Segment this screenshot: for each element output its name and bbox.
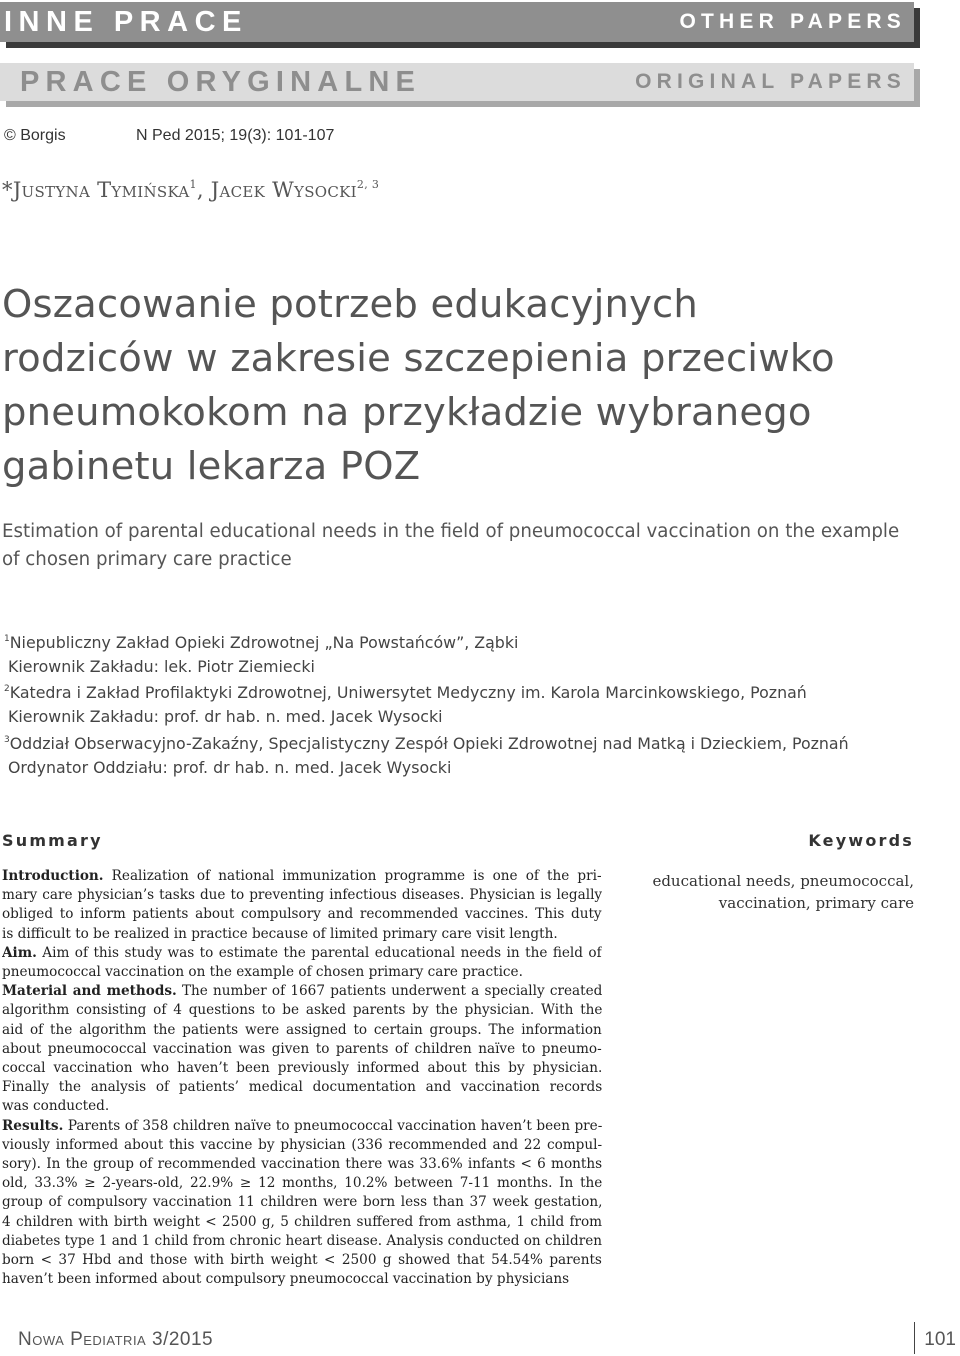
abstract-line xyxy=(2,1232,602,1251)
abstract-line xyxy=(2,1174,602,1193)
abstract-line xyxy=(2,1213,602,1232)
section-label-en: OTHER PAPERS xyxy=(679,10,906,33)
publication-meta xyxy=(4,127,335,145)
abstract-line xyxy=(2,905,602,924)
abstract-text: group of compulsory vaccination 11 children were born less than 37 week gestation, xyxy=(2,1194,602,1211)
abstract-text: Realization of national immunization programme is one of the pri- xyxy=(103,868,602,884)
abstract-text: coccal vaccination who haven’t been previously informed about this by physician. xyxy=(2,1060,602,1077)
section-label-pl: INNE PRACE xyxy=(4,5,248,38)
english-title-line: Estimation of parental educational needs in the field of pneumococcal vaccination on the example xyxy=(2,521,900,542)
abstract-text: aid of the algorithm the patients were assigned to certain groups. The information xyxy=(2,1021,602,1038)
title-line: gabinetu lekarza POZ xyxy=(2,444,421,489)
footer-divider xyxy=(914,1322,915,1354)
abstract-text: Parents of 358 children naïve to pneumococcal vaccination haven’t been pre- xyxy=(63,1117,602,1134)
affiliation-row xyxy=(4,628,849,655)
abstract-text: algorithm consisting of 4 questions to be asked parents by the physician. With the xyxy=(2,1002,602,1019)
affiliation-text: Kierownik Zakładu: prof. dr hab. n. med. Jacek Wysocki xyxy=(8,707,443,727)
abstract-line xyxy=(2,963,602,982)
english-title-line: of chosen primary care practice xyxy=(2,549,292,570)
abstract-line xyxy=(2,1001,602,1020)
abstract-text: old, 33.3% ≥ 2-years-old, 22.9% ≥ 12 months, 10.2% between 7-11 months. In the xyxy=(2,1175,602,1192)
abstract-text: pneumococcal vaccination on the example of chosen primary care practice. xyxy=(2,964,523,981)
affiliation-row xyxy=(4,655,849,679)
keywords-list xyxy=(614,870,914,914)
abstract-text: Finally the analysis of patients’ medical documentation and vaccination records xyxy=(2,1079,602,1096)
abstract-text: born < 37 Hbd and those with birth weight < 2500 g showed that 54.54% parents xyxy=(2,1252,602,1269)
abstract-line xyxy=(2,1078,602,1097)
abstract-text: is difficult to be realized in practice because of limited primary care visit length. xyxy=(2,925,558,942)
abstract-line xyxy=(2,1270,602,1289)
abstract-line xyxy=(2,1097,602,1116)
abstract-line xyxy=(2,944,602,963)
abstract-line xyxy=(2,1059,602,1078)
affiliation-row xyxy=(4,705,849,729)
abstract-text: obliged to inform patients about compulsory and recommended vaccines. This duty xyxy=(2,906,602,923)
affiliation-number: 2 xyxy=(4,684,10,695)
affiliation-text: Ordynator Oddziału: prof. dr hab. n. med. Jacek Wysocki xyxy=(8,757,452,777)
author-name: Jacek Wysocki xyxy=(210,178,357,202)
abstract-section-label: Material and methods. xyxy=(2,983,177,1000)
abstract-text: sory). In the group of recommended vaccination there was 33.6% infants < 6 months xyxy=(2,1156,602,1173)
abstract-section-label: Introduction. xyxy=(2,868,104,884)
abstract-text: mary care physician’s tasks due to preventing infectious diseases. Physician is legally xyxy=(2,887,602,904)
abstract-text: diabetes type 1 and 1 child from chronic heart disease. Analysis conducted on children xyxy=(2,1232,602,1249)
article-type-banner xyxy=(0,63,914,101)
abstract-text: viously informed about this vaccine by physician (336 recommended and 22 compul- xyxy=(2,1136,602,1153)
abstract-text: Aim of this study was to estimate the parental educational needs in the field of xyxy=(36,944,602,961)
affiliation-row xyxy=(4,678,849,705)
article-title xyxy=(2,278,902,494)
abstract-line xyxy=(2,1040,602,1059)
corresponding-mark: * xyxy=(2,178,13,202)
page-number: 101 xyxy=(924,1329,956,1350)
affiliation-text: Oddział Obserwacyjno-Zakaźny, Specjalistyczny Zespół Opieki Zdrowotnej nad Matką i Dzieckiem, Poznań xyxy=(9,733,849,753)
abstract-line xyxy=(2,1136,602,1155)
citation: N Ped 2015; 19(3): 101-107 xyxy=(136,127,335,144)
abstract-text: was conducted. xyxy=(2,1098,110,1115)
english-title xyxy=(2,518,932,574)
article-type-en: ORIGINAL PAPERS xyxy=(635,70,906,93)
abstract-text: haven’t been informed about compulsory pneumococcal vaccination by physicians xyxy=(2,1271,570,1288)
abstract-line xyxy=(2,867,602,886)
title-line: pneumokokom na przykładzie wybranego xyxy=(2,390,812,435)
abstract-line xyxy=(2,925,602,944)
abstract-text: about pneumococcal vaccination was given to parents of children naïve to pneumo- xyxy=(2,1040,602,1057)
summary-heading: Summary xyxy=(2,831,103,850)
keywords-heading: Keywords xyxy=(808,831,914,850)
author-affiliation-ref: 1 xyxy=(189,178,197,191)
affiliation-row xyxy=(4,756,849,780)
journal-footer: Nowa Pediatria 3/2015 xyxy=(18,1329,214,1350)
author-affiliation-ref: 2, 3 xyxy=(356,178,380,191)
abstract-text: 4 children with birth weight < 2500 g, 5 children suffered from asthma, 1 child from xyxy=(2,1213,602,1230)
affiliation-text: Katedra i Zakład Profilaktyki Zdrowotnej, Uniwersytet Medyczny im. Karola Marcinkowskiego, Poznań xyxy=(9,683,807,703)
section-banner xyxy=(0,2,914,42)
abstract-line xyxy=(2,1251,602,1270)
affiliation-text: Niepubliczny Zakład Opieki Zdrowotnej „Na Powstańców”, Ząbki xyxy=(9,633,519,652)
abstract-line xyxy=(2,982,602,1001)
title-line: rodziców w zakresie szczepienia przeciwko xyxy=(2,336,835,381)
article-type-pl: PRACE ORYGINALNE xyxy=(20,65,422,98)
keywords-line: vaccination, primary care xyxy=(718,894,914,912)
affiliation-row xyxy=(4,729,849,756)
affiliations xyxy=(4,628,849,779)
abstract-line xyxy=(2,1021,602,1040)
abstract-section-label: Results. xyxy=(2,1117,64,1134)
affiliation-number: 3 xyxy=(4,734,10,745)
abstract-line xyxy=(2,886,602,905)
abstract-line xyxy=(2,1117,602,1136)
publisher: © Borgis xyxy=(4,127,66,144)
author-name: Justyna Tymińska xyxy=(12,178,190,202)
affiliation-number: 1 xyxy=(4,634,10,644)
abstract-line xyxy=(2,1193,602,1212)
abstract-line xyxy=(2,1155,602,1174)
abstract-section-label: Aim. xyxy=(2,944,37,961)
author-list xyxy=(2,178,379,202)
affiliation-text: Kierownik Zakładu: lek. Piotr Ziemiecki xyxy=(8,656,315,676)
abstract-text: The number of 1667 patients underwent a specially created xyxy=(176,983,602,1000)
author-separator: , xyxy=(196,178,211,202)
title-line: Oszacowanie potrzeb edukacyjnych xyxy=(2,282,699,327)
abstract-body xyxy=(2,867,602,1289)
keywords-line: educational needs, pneumococcal, xyxy=(652,872,914,890)
